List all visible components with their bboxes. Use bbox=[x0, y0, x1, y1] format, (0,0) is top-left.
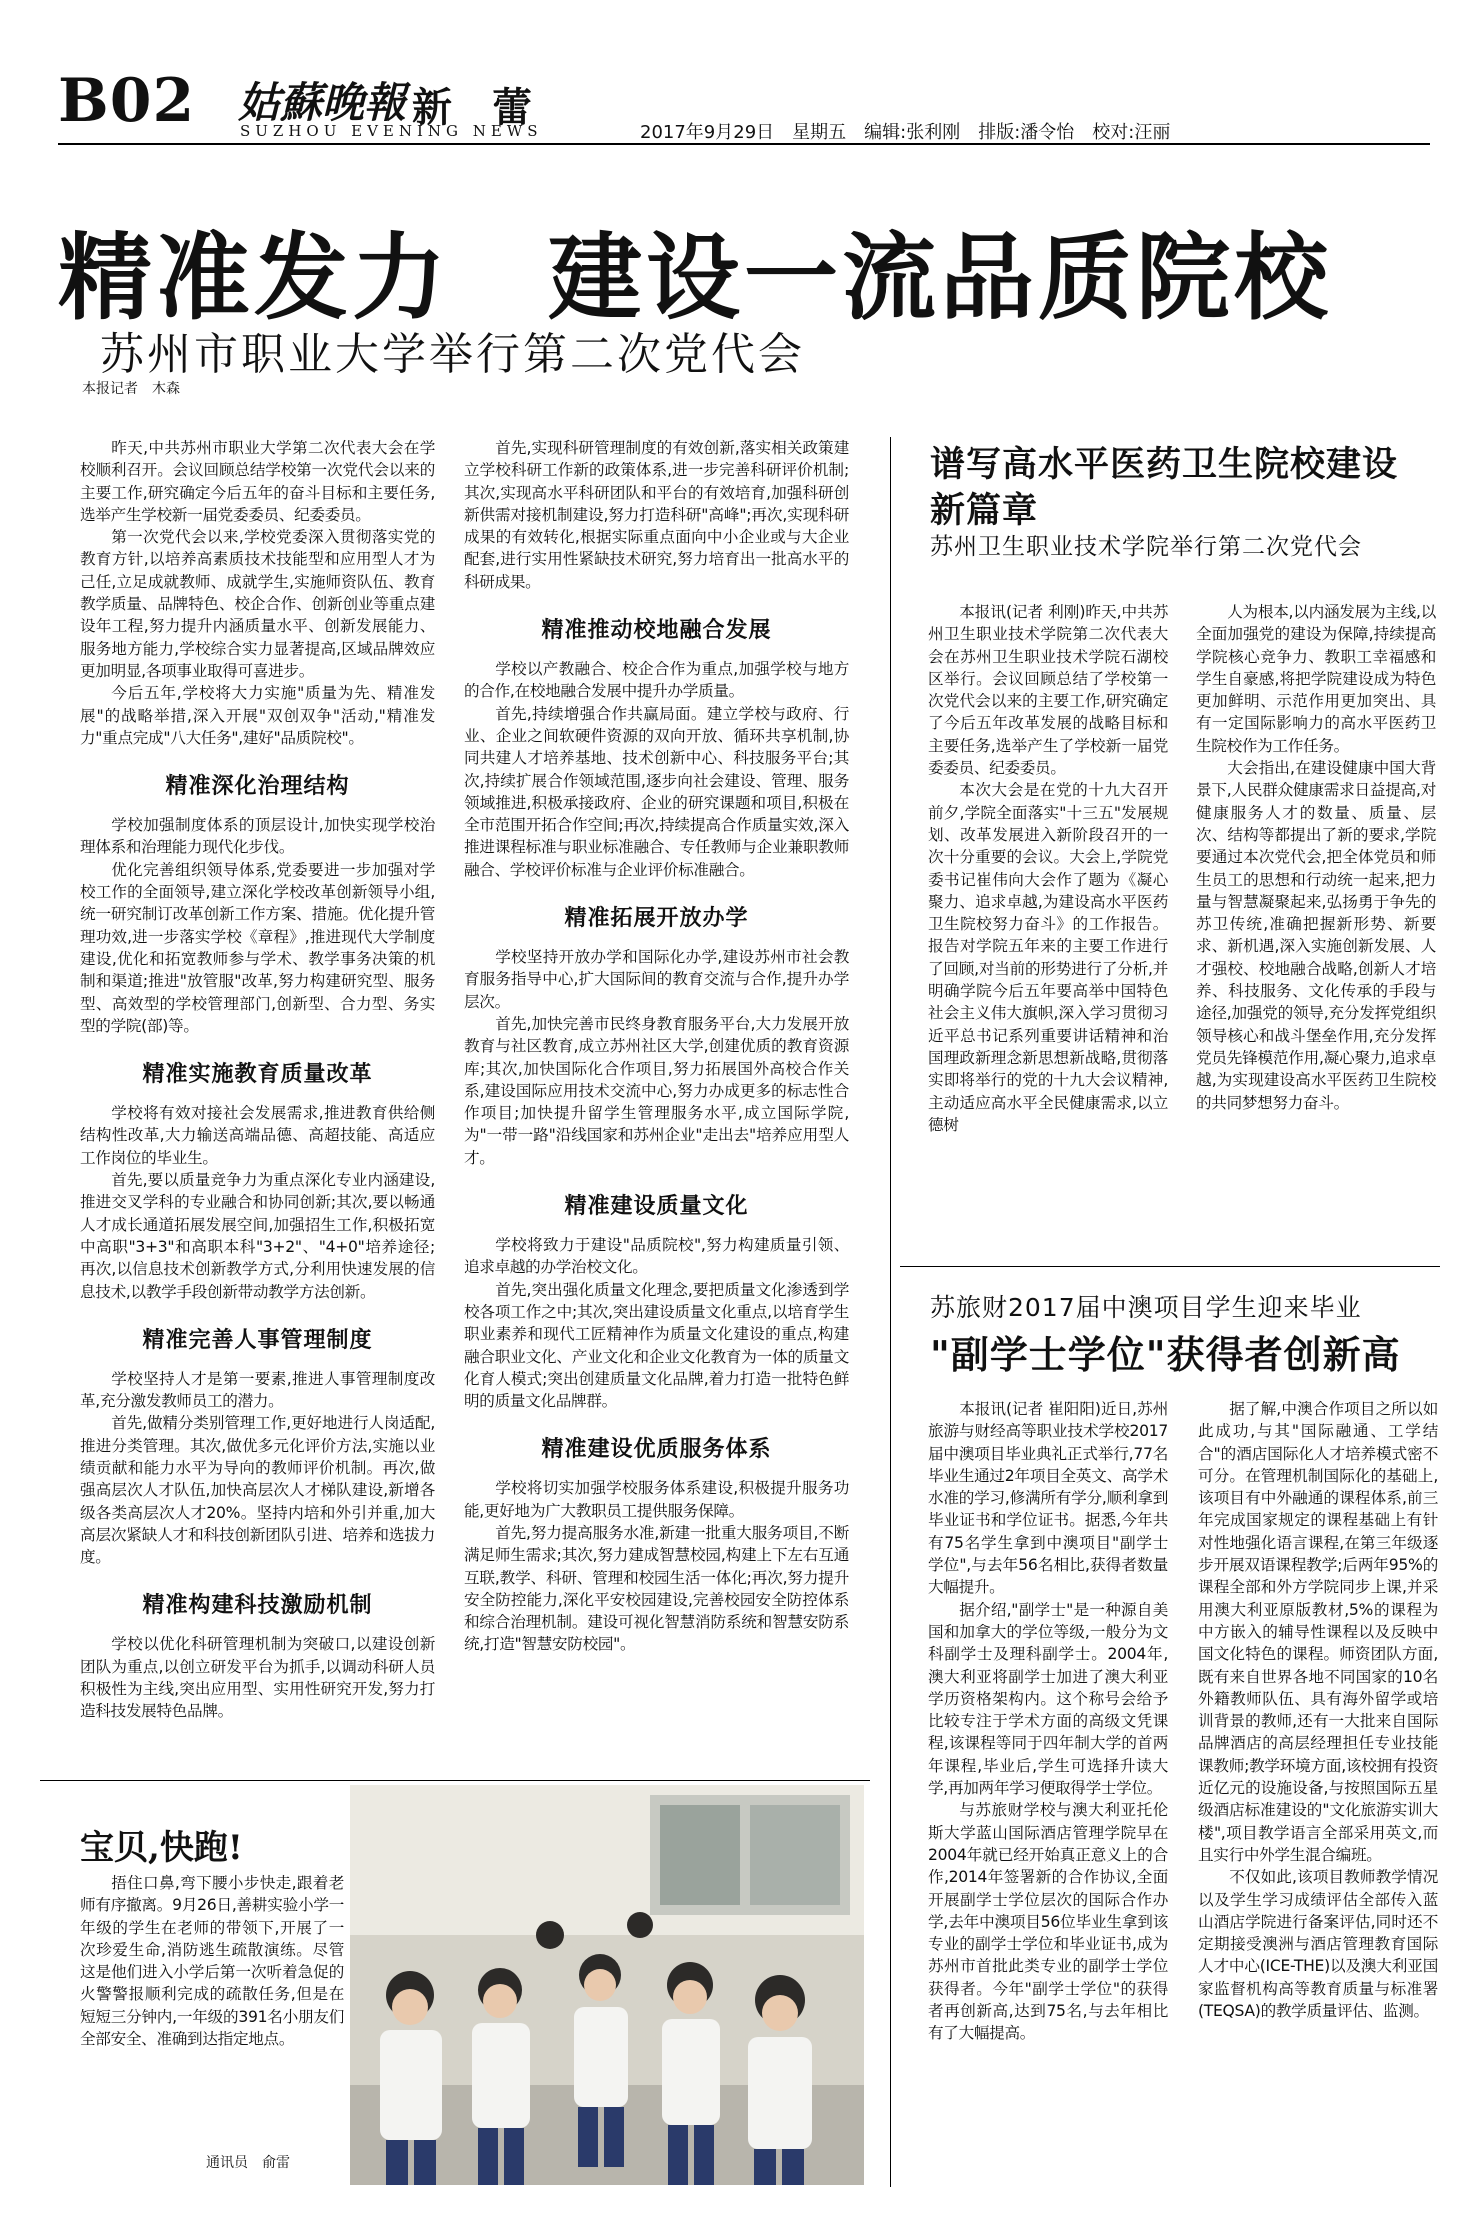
section-heading: 精准拓展开放办学 bbox=[564, 906, 749, 932]
paragraph: 学校将致力于建设"品质院校",努力构建质量引领、追求卓越的办学治校文化。 bbox=[464, 1236, 849, 1277]
story3-column-2 bbox=[1198, 1398, 1438, 2022]
paragraph: 不仅如此,该项目教师教学情况以及学生学习成绩评估全部传入蓝山酒店学院进行备案评估,同时还不定期接受澳洲与酒店管理教育国际人才中心(ICE-THE)以及澳大利亚国家监督机构高等教育质量与标准署(TEQSA)的教学质量评估、监测。 bbox=[1198, 1868, 1438, 2021]
paragraph: 与苏旅财学校与澳大利亚托伦斯大学蓝山国际酒店管理学院早在2004年就已经开始真正意义上的合作,2014年签署新的合作协议,全面开展副学士学位层次的国际合作办学,去年中澳项目56位毕业生拿到该专业的副学士学位和毕业证书,成为苏州市首批此类专业的副学士学位获得者。今年"副学士学位"的获得者再创新高,达到75名,与去年相比有了大幅提高。 bbox=[928, 1801, 1168, 2043]
paragraph: 学校坚持人才是第一要素,推进人事管理制度改革,充分激发教师员工的潜力。 bbox=[80, 1369, 435, 1411]
masthead-rule bbox=[58, 143, 1430, 145]
section-heading: 精准建设优质服务体系 bbox=[541, 1437, 772, 1463]
main-headline: 精准发力 建设一流品质院校 bbox=[58, 224, 1333, 333]
photo-credit: 通讯员 俞雷 bbox=[206, 2155, 290, 2171]
paragraph: 学校以产教融合、校企合作为重点,加强学校与地方的合作,在校地融合发展中提升办学质量。 bbox=[464, 660, 849, 701]
column-divider bbox=[890, 437, 891, 2187]
page-number: B02 bbox=[58, 66, 196, 136]
paragraph: 首先,实现科研管理制度的有效创新,落实相关政策建立学校科研工作新的政策体系,进一步完善科研评价机制;其次,实现高水平科研团队和平台的有效培育,加强科研创新供需对接机制建设,努力打造科研"高峰";再次,实现科研成果的有效转化,根据实际重点面向中小企业或与大企业配套,进行实用性紧缺技术研究,努力培育出一批高水平的科研成果。 bbox=[464, 439, 849, 591]
section-heading: 精准推动校地融合发展 bbox=[541, 618, 772, 644]
section-heading: 精准实施教育质量改革 bbox=[142, 1062, 373, 1088]
paragraph: 据了解,中澳合作项目之所以如此成功,与其"国际融通、工学结合"的酒店国际化人才培养模式密不可分。在管理机制国际化的基础上,该项目有中外融通的课程体系,前三年完成国家规定的课程基础上有针对性地强化语言课程,在第三年级逐步开展双语课程教学;后两年95%的课程全部和外方学院同步上课,并采用澳大利亚原版教材,5%的课程为中方嵌入的辅导性课程以及反映中国文化特色的课程。师资团队方面,既有来自世界各地不同国家的10名外籍教师队伍、具有海外留学或培训背景的教师,还有一大批来自国际品牌酒店的高层经理担任专业技能课教师;教学环境方面,该校拥有投资近亿元的设施设备,与按照国际五星级酒店标准建设的"文化旅游实训大楼",项目教学语言全部采用英文,而且实行中外学生混合编班。 bbox=[1198, 1400, 1438, 1864]
main-subheadline: 苏州市职业大学举行第二次党代会 bbox=[100, 329, 805, 380]
main-byline: 本报记者 木森 bbox=[82, 381, 180, 397]
photo-story-title: 宝贝,快跑! bbox=[80, 1828, 243, 1868]
paragraph: 首先,要以质量竞争力为重点深化专业内涵建设,推进交叉学科的专业融合和协同创新;其次,要以畅通人才成长通道拓展发展空间,加强招生工作,积极拓宽中高职"3+3"和高职本科"3+2"、"4+0"培养途径;再次,以信息技术创新教学方式,分利用快速发展的信息技术,以教学手段创新带动教学方法创新。 bbox=[80, 1171, 435, 1301]
paper-english-name: SUZHOU EVENING NEWS bbox=[240, 122, 543, 140]
paper-logo: 姑蘇晚報 bbox=[238, 78, 407, 127]
main-article-column-1 bbox=[80, 437, 435, 1723]
paragraph: 首先,突出强化质量文化理念,要把质量文化渗透到学校各项工作之中;其次,突出建设质量文化重点,以培育学生职业素养和现代工匠精神作为质量文化建设的重点,构建融合职业文化、产业文化和企业文化教育为一体的质量文化育人模式;突出创建质量文化品牌,着力打造一批特色鲜明的质量文化品牌群。 bbox=[464, 1280, 849, 1411]
paragraph: 人为根本,以内涵发展为主线,以全面加强党的建设为保障,持续提高学院核心竞争力、教职工幸福感和学生自豪感,将把学院建设成为特色更加鲜明、示范作用更加突出、具有一定国际影响力的高水平医药卫生院校作为工作任务。 bbox=[1196, 603, 1436, 755]
paragraph: 学校将有效对接社会发展需求,推进教育供给侧结构性改革,大力输送高端品德、高超技能、高适应工作岗位的毕业生。 bbox=[80, 1104, 435, 1167]
paragraph: 优化完善组织领导体系,党委要进一步加强对学校工作的全面领导,建立深化学校改革创新领导小组,统一研究制订改革创新工作方案、措施。优化提升管理功效,进一步落实学校《章程》,推进现代大学制度建设,优化和拓宽教师参与学术、教学事务决策的机制和渠道;推进"放管服"改革,努力构建研究型、服务型、高效型的学校管理部门,创新型、合力型、务实型的学院(部)等。 bbox=[80, 860, 435, 1035]
paragraph: 学校加强制度体系的顶层设计,加快实现学校治理体系和治理能力现代化步伐。 bbox=[80, 816, 435, 857]
paragraph: 首先,持续增强合作共赢局面。建立学校与政府、行业、企业之间软硬件资源的双向开放、循环共享机制,协同共建人才培养基地、技术创新中心、科技服务平台;其次,持续扩展合作领域范围,逐步向社会建设、管理、服务领域推进,积极承接政府、企业的研究课题和项目,积极在全市范围开拓合作空间;再次,持续提高合作质量实效,深入推进课程标准与职业标准融合、专任教师与企业兼职教师融合、学校评价标准与企业评价标准融合。 bbox=[464, 704, 849, 879]
paragraph: 今后五年,学校将大力实施"质量为先、精准发展"的战略举措,深入开展"双创双争"活动,"精准发力"重点完成"八大任务",建好"品质院校"。 bbox=[80, 684, 435, 747]
story2-bottom-rule bbox=[900, 1266, 1440, 1267]
photo-story-top-rule bbox=[40, 1780, 870, 1781]
photo-story-text: 捂住口鼻,弯下腰小步快走,跟着老师有序撤离。9月26日,善耕实验小学一年级的学生在老师的带领下,开展了一次珍爱生命,消防逃生疏散演练。尽管这是他们进入小学后第一次听着急促的火警警报顺利完成的疏散任务,但是在短短三分钟内,一年级的391名小朋友们全部安全、准确到达指定地点。 bbox=[80, 1874, 344, 2049]
paragraph: 学校以优化科研管理机制为突破口,以建设创新团队为重点,以创立研发平台为抓手,以调动科研人员积极性为主线,突出应用型、实用性研究开发,努力打造科技发展特色品牌。 bbox=[80, 1635, 435, 1721]
paragraph: 第一次党代会以来,学校党委深入贯彻落实党的教育方针,以培养高素质技术技能型和应用型人才为己任,立足成就教师、成就学生,实施师资队伍、教育教学质量、品牌特色、校企合作、创新创业等重点建设年工程,努力提升内涵质量水平、创新发展能力、服务地方能力,学校综合实力显著提高,区域品牌效应更加明显,各项事业取得可喜进步。 bbox=[80, 528, 435, 680]
paragraph: 本报讯(记者 崔阳阳)近日,苏州旅游与财经高等职业技术学校2017届中澳项目毕业典礼正式举行,77名毕业生通过2年项目全英文、高学术水准的学习,修满所有学分,顺利拿到毕业证书和学位证书。据悉,今年共有75名学生拿到中澳项目"副学士学位",与去年56名相比,获得者数量大幅提升。 bbox=[928, 1400, 1168, 1597]
story2-headline: 谱写高水平医药卫生院校建设新篇章 bbox=[930, 445, 1399, 531]
paragraph: 学校坚持开放办学和国际化办学,建设苏州市社会教育服务指导中心,扩大国际间的教育交流与合作,提升办学层次。 bbox=[464, 948, 849, 1011]
paragraph: 本次大会是在党的十九大召开前夕,学院全面落实"十三五"发展规划、改革发展进入新阶段召开的一次十分重要的会议。大会上,学院党委书记崔伟向大会作了题为《凝心聚力、追求卓越,为建设高水平医药卫生院校努力奋斗》的工作报告。报告对学院五年来的主要工作进行了回顾,对当前的形势进行了分析,并明确学院今后五年要高举中国特色社会主义伟大旗帜,深入学习贯彻习近平总书记系列重要讲话精神和治国理政新理念新思想新战略,贯彻落实即将举行的党的十九大会议精神,主动适应高水平全民健康需求,以立德树 bbox=[928, 781, 1168, 1134]
paragraph: 首先,努力提高服务水准,新建一批重大服务项目,不断满足师生需求;其次,努力建成智慧校园,构建上下左右互通互联,教学、科研、管理和校园生活一体化;再次,努力提升安全防控能力,深化平安校园建设,完善校园安全防控体系和综合治理机制。建设可视化智慧消防系统和智慧安防系统,打造"智慧安防校园"。 bbox=[464, 1523, 849, 1654]
section-heading: 精准完善人事管理制度 bbox=[142, 1327, 373, 1353]
story2-subheadline: 苏州卫生职业技术学院举行第二次党代会 bbox=[930, 534, 1362, 560]
main-article-column-2 bbox=[464, 437, 849, 1656]
paragraph: 首先,做精分类别管理工作,更好地进行人岗适配,推进分类管理。其次,做优多元化评价方法,实施以业绩贡献和能力水平为导向的教师评价机制。再次,做强高层次人才队伍,加快高层次人才梯队建设,新增各级各类高层次人才20%。坚持内培和外引并重,加大高层次紧缺人才和科技创新团队引进、培养和选拔力度。 bbox=[80, 1414, 435, 1567]
section-heading: 精准构建科技激励机制 bbox=[142, 1593, 373, 1619]
paragraph: 大会指出,在建设健康中国大背景下,人民群众健康需求日益提高,对健康服务人才的数量、质量、层次、结构等都提出了新的要求,学院要通过本次党代会,把全体党员和师生员工的思想和行动统一起来,把力量与智慧凝聚起来,弘扬勇于争先的苏卫传统,准确把握新形势、新要求、新机遇,深入实施创新发展、人才强校、校地融合战略,创新人才培养、科技服务、文化传承的手段与途径,加强党的领导,充分发挥党组织领导核心和战斗堡垒作用,充分发挥党员先锋模范作用,凝心聚力,追求卓越,为实现建设高水平医药卫生院校的共同梦想努力奋斗。 bbox=[1196, 759, 1436, 1112]
date-line: 2017年9月29日 星期五 编辑:张利刚 排版:潘令怡 校对:汪丽 bbox=[640, 122, 1171, 143]
evacuation-drill-photo bbox=[350, 1785, 864, 2185]
story3-headline: "副学士学位"获得者创新高 bbox=[930, 1333, 1401, 1377]
children-evacuating-image bbox=[350, 1785, 864, 2185]
paragraph: 首先,加快完善市民终身教育服务平台,大力发展开放教育与社区教育,成立苏州社区大学,创建优质的教育资源库;其次,加快国际化合作项目,努力拓展国外高校合作关系,建设国际应用技术交流中心,努力办成更多的标志性合作项目;加快提升留学生管理服务水平,成立国际学院,为"一带一路"沿线国家和苏州企业"走出去"培养应用型人才。 bbox=[464, 1014, 849, 1167]
story3-kicker: 苏旅财2017届中澳项目学生迎来毕业 bbox=[930, 1293, 1362, 1322]
story3-column-1 bbox=[928, 1398, 1168, 2045]
story2-column-2 bbox=[1196, 601, 1436, 1114]
paragraph: 学校将切实加强学校服务体系建设,积极提升服务功能,更好地为广大教职员工提供服务保障。 bbox=[464, 1479, 849, 1520]
section-heading: 精准深化治理结构 bbox=[165, 774, 350, 800]
section-name: 新 蕾 bbox=[412, 84, 532, 131]
paragraph: 据介绍,"副学士"是一种源自美国和加拿大的学位等级,一般分为文科副学士及理科副学士。2004年,澳大利亚将副学士加进了澳大利亚学历资格架构内。这个称号会给予比较专注于学术方面的高级文凭课程,该课程等同于四年制大学的首两年课程,毕业后,学生可选择升读大学,再加两年学习便取得学士学位。 bbox=[928, 1600, 1168, 1798]
paragraph: 本报讯(记者 利刚)昨天,中共苏州卫生职业技术学院第二次代表大会在苏州卫生职业技术学院石湖校区举行。会议回顾总结了学校第一次党代会以来的主要工作,研究确定了今后五年改革发展的战略目标和主要任务,选举产生了学校新一届党委委员、纪委委员。 bbox=[928, 603, 1168, 778]
section-heading: 精准建设质量文化 bbox=[564, 1194, 749, 1220]
story2-column-1 bbox=[928, 601, 1168, 1136]
paragraph: 昨天,中共苏州市职业大学第二次代表大会在学校顺利召开。会议回顾总结学校第一次党代会以来的主要工作,研究确定今后五年的奋斗目标和主要任务,选举产生学校新一届党委委员、纪委委员。 bbox=[80, 439, 435, 524]
